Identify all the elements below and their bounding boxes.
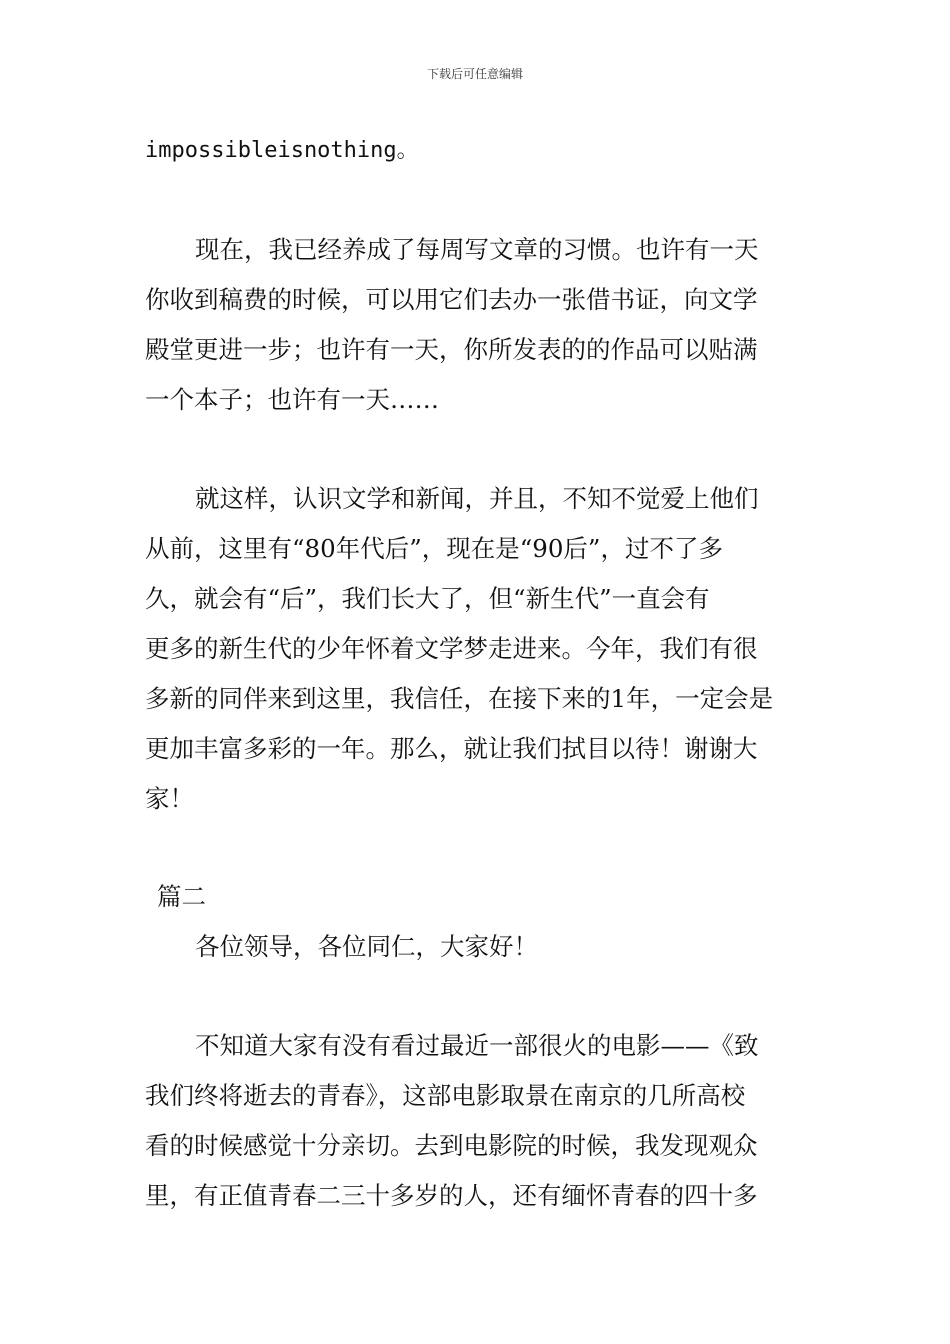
paragraph-2-line-7: 家！ [145,784,194,813]
paragraph-2-line-6: 更加丰富多彩的一年。那么，就让我们拭目以待！谢谢大 [145,734,758,763]
continuation-line: impossibleisnothing。 [145,138,419,163]
section-title: 篇二 [157,882,206,911]
paragraph-1-line-3: 殿堂更进一步；也许有一天，你所发表的的作品可以贴满 [145,335,758,364]
paragraph-2-line-2: 从前，这里有“80年代后”，现在是“90后”，过不了多 [145,534,723,563]
paragraph-1-line-4: 一个本子；也许有一天…… [145,385,439,414]
paragraph-2-line-4: 更多的新生代的少年怀着文学梦走进来。今年，我们有很 [145,634,758,663]
paragraph-1-line-2: 你收到稿费的时候，可以用它们去办一张借书证，向文学 [145,285,758,314]
paragraph-3-line-2: 我们终将逝去的青春》，这部电影取景在南京的几所高校 [145,1081,746,1110]
paragraph-2-line-3: 久，就会有“后”，我们长大了，但“新生代”一直会有 [145,584,710,613]
paragraph-3-line-3: 看的时候感觉十分亲切。去到电影院的时候，我发现观众 [145,1131,758,1160]
paragraph-1-line-1: 现在，我已经养成了每周写文章的习惯。也许有一天 [195,235,759,264]
paragraph-3-line-4: 里，有正值青春二三十多岁的人，还有缅怀青春的四十多 [145,1181,758,1210]
paragraph-2-line-1: 就这样，认识文学和新闻，并且，不知不觉爱上他们 [195,484,759,513]
greeting-line: 各位领导，各位同仁，大家好！ [195,932,538,961]
paragraph-3-line-1: 不知道大家有没有看过最近一部很火的电影——《致 [195,1031,759,1060]
paragraph-2-line-5: 多新的同伴来到这里，我信任，在接下来的1年，一定会是 [145,684,774,713]
page-header-note: 下载后可任意编辑 [426,67,523,81]
